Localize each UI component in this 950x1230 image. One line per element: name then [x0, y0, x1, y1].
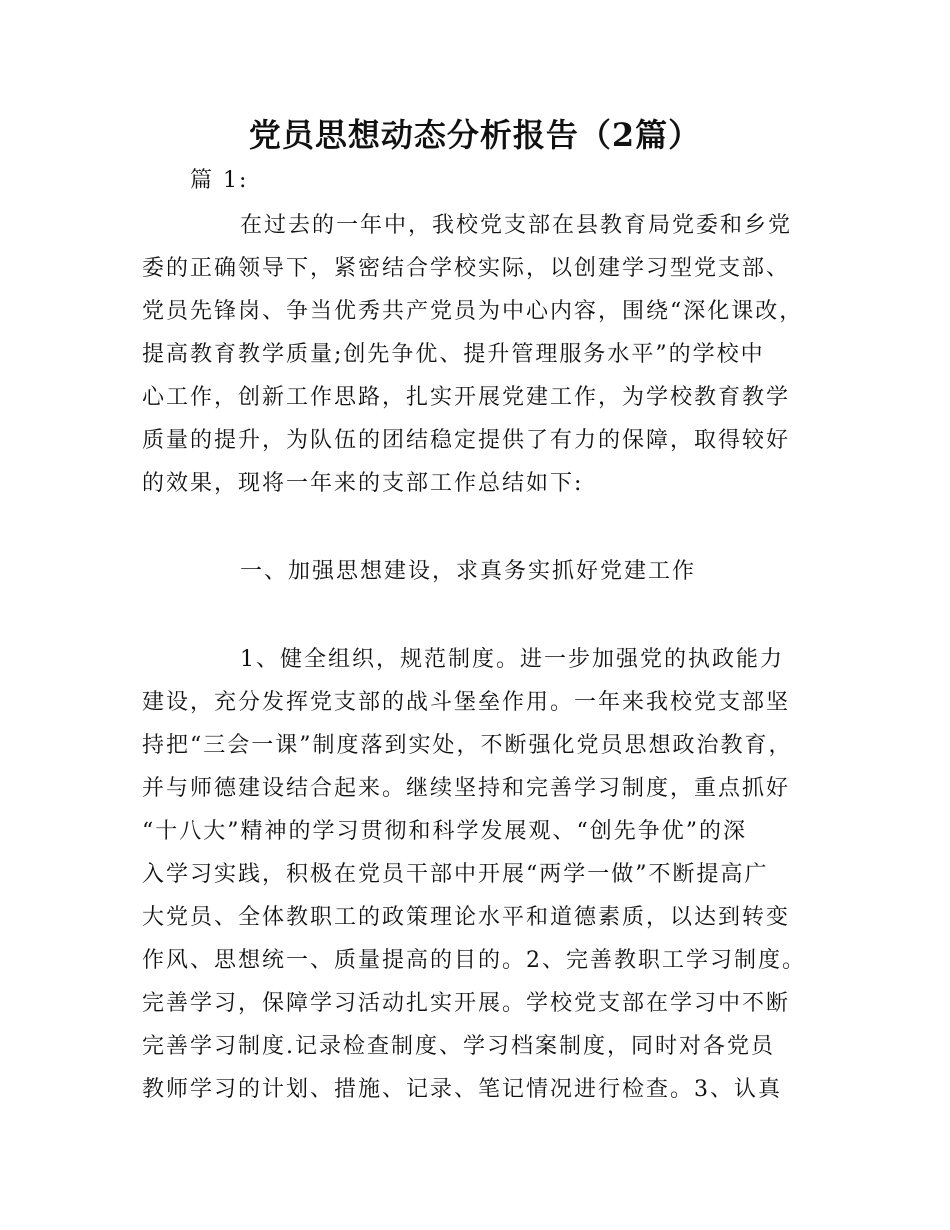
- paragraph-line: 在过去的一年中，我校党支部在县教育局党委和乡党: [240, 213, 793, 238]
- paragraph-line: 质量的提升，为队伍的团结稳定提供了有力的保障，取得较好: [142, 428, 791, 453]
- paragraph-line: 心工作，创新工作思路，扎实开展党建工作，为学校教育教学: [142, 385, 791, 410]
- paragraph-line: 完善学习，保障学习活动扎实开展。学校党支部在学习中不断: [142, 991, 791, 1016]
- paragraph-line: 入学习实践，积极在党员干部中开展“两学一做”不断提高广: [142, 862, 769, 887]
- paragraph-line: 党员先锋岗、争当优秀共产党员为中心内容，围绕“深化课改，: [142, 299, 804, 324]
- paragraph-line: 并与师德建设结合起来。继续坚持和完善学习制度，重点抓好: [142, 776, 791, 801]
- paragraph-line: 大党员、全体教职工的政策理论水平和道德素质，以达到转变: [142, 905, 791, 930]
- paragraph-line: 的效果，现将一年来的支部工作总结如下:: [142, 471, 584, 496]
- paragraph-line: 提高教育教学质量;创先争优、提升管理服务水平”的学校中: [142, 342, 765, 367]
- paragraph-line: 教师学习的计划、措施、记录、笔记情况进行检查。3、认真: [142, 1077, 782, 1102]
- paragraph-line: 建设，充分发挥党支部的战斗堡垒作用。一年来我校党支部坚: [142, 690, 791, 715]
- paragraph-line: 委的正确领导下，紧密结合学校实际，以创建学习型党支部、: [142, 256, 791, 281]
- part-label: 篇 1:: [190, 168, 249, 193]
- paragraph-line: 完善学习制度.记录检查制度、学习档案制度，同时对各党员: [142, 1034, 775, 1059]
- paragraph-line: “十八大”精神的学习贯彻和科学发展观、“创先争优”的深: [142, 819, 747, 844]
- document-title: 党员思想动态分析报告（2篇）: [248, 116, 702, 154]
- paragraph-line: 作风、思想统一、质量提高的目的。2、完善教职工学习制度。: [142, 948, 806, 973]
- section-heading: 一、加强思想建设，求真务实抓好党建工作: [240, 559, 697, 584]
- paragraph-line: 1、健全组织，规范制度。进一步加强党的执政能力: [240, 647, 784, 672]
- paragraph-line: 持把“三会一课”制度落到实处，不断强化党员思想政治教育，: [142, 733, 793, 758]
